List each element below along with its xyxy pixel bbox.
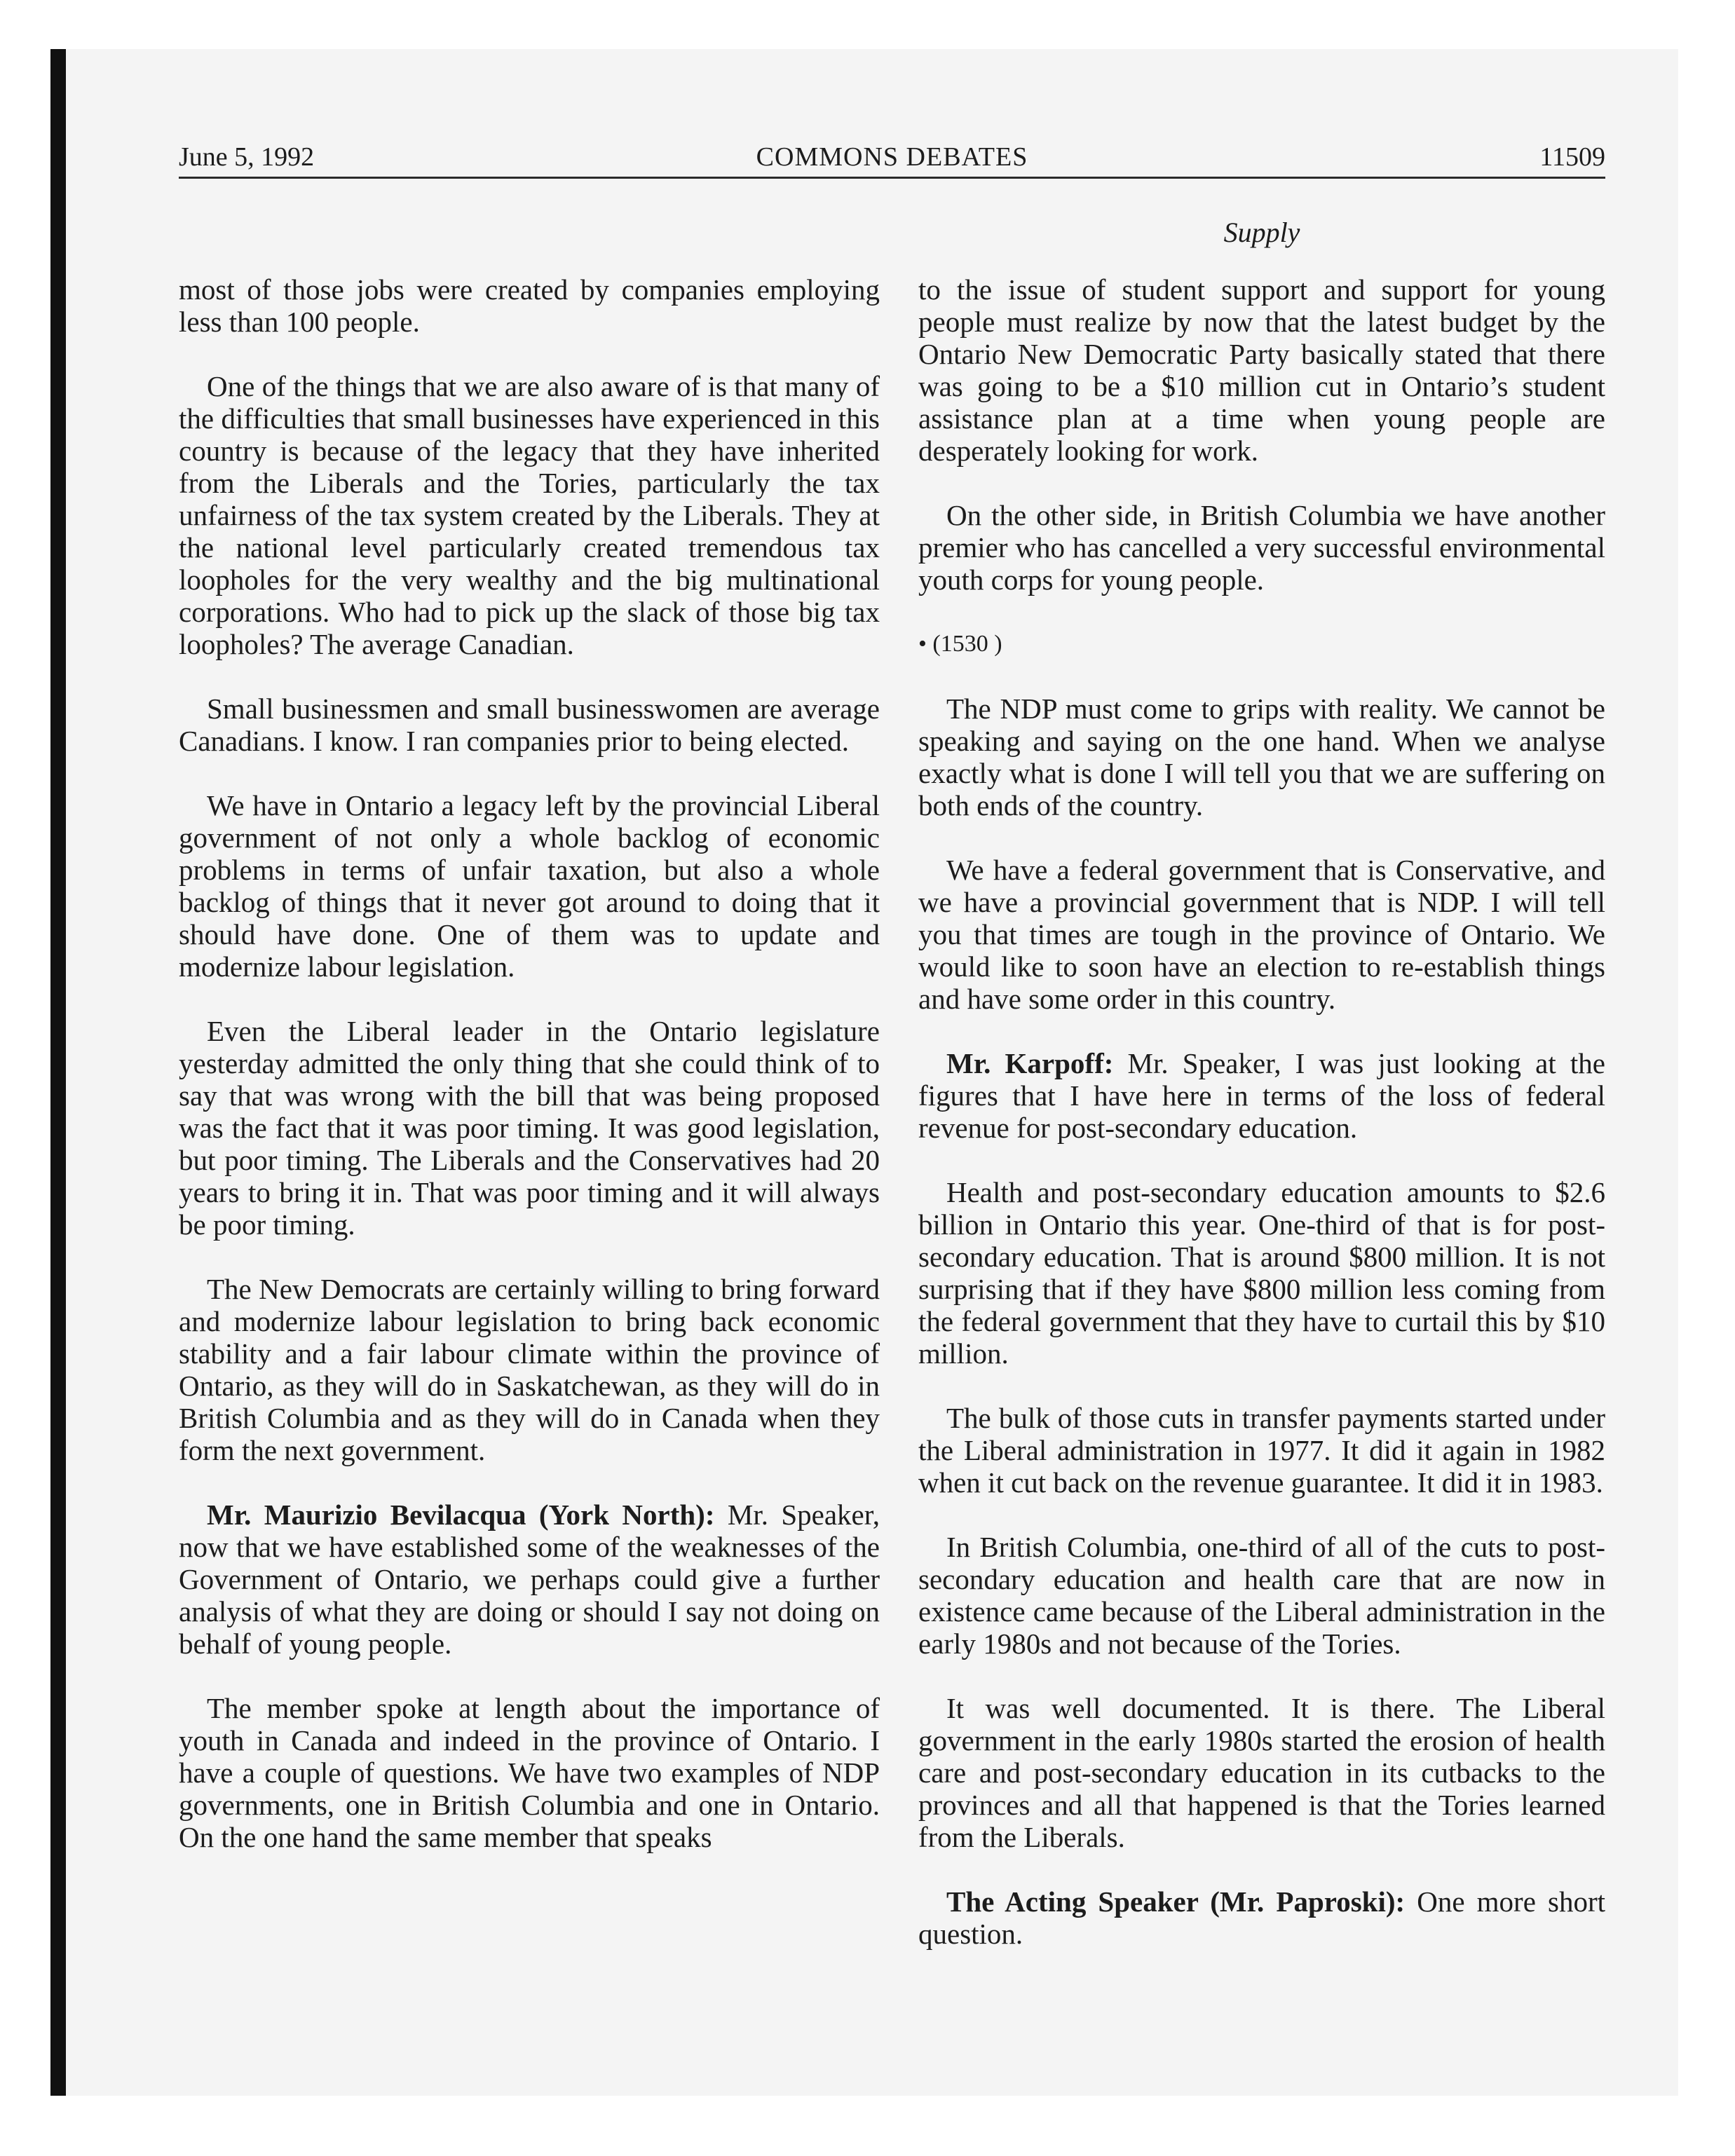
paragraph: to the issue of student support and support for young people must realize by now that the latest budget by the Ontario New Democratic Party basically stated that there was going to be a $10 million cut in Ontario’s student assistance plan at a time when young people are desperately looking for work. — [918, 273, 1605, 467]
paragraph: We have a federal government that is Conservative, and we have a provincial government that is NDP. I will tell you that times are tough in the province of Ontario. We would like to soon have an election to re-establish things and have some order in this country. — [918, 854, 1605, 1015]
paragraph: The Acting Speaker (Mr. Paproski): One more short question. — [918, 1885, 1605, 1950]
header-rule — [179, 177, 1605, 179]
scan-edge — [50, 49, 66, 2096]
paragraph: Mr. Maurizio Bevilacqua (York North): Mr. Speaker, now that we have established some of the weaknesses of the Government of Ontario, we perhaps could give a further analysis of what they are doing or should I say not doing on behalf of young people. — [179, 1499, 880, 1660]
paragraph: On the other side, in British Columbia we have another premier who has cancelled a very successful environmental youth corps for young people. — [918, 499, 1605, 596]
paragraph: The bulk of those cuts in transfer payments started under the Liberal administration in 1977. It did it again in 1982 when it cut back on the revenue guarantee. It did it in 1983. — [918, 1402, 1605, 1499]
paragraph: The member spoke at length about the importance of youth in Canada and indeed in the province of Ontario. I have a couple of questions. We have two examples of NDP governments, one in British Columbia and one in Ontario. On the one hand the same member that speaks — [179, 1692, 880, 1853]
speaker-name: The Acting Speaker (Mr. Paproski): — [946, 1885, 1406, 1918]
paragraph: We have in Ontario a legacy left by the provincial Liberal government of not only a whole backlog of economic problems in terms of unfair taxation, but also a whole backlog of things that it never got around to doing that it should have done. One of them was to update and modernize labour legislation. — [179, 789, 880, 983]
header-date: June 5, 1992 — [179, 142, 315, 172]
paragraph: It was well documented. It is there. The Liberal government in the early 1980s started the erosion of health care and post-secondary education in its cutbacks to the provinces and all that happened is that the Tories learned from the Liberals. — [918, 1692, 1605, 1853]
paragraph: Mr. Karpoff: Mr. Speaker, I was just looking at the figures that I have here in terms of the loss of federal revenue for post-secondary education. — [918, 1047, 1605, 1144]
time-marker: • (1530 ) — [918, 631, 1002, 657]
paragraph: Health and post-secondary education amounts to $2.6 billion in Ontario this year. One-third of that is for post-secondary education. That is around $800 million. It is not surprising that if they have $800 million less coming from the federal government that they have to curtail this by $10 million. — [918, 1176, 1605, 1370]
speaker-name: Mr. Karpoff: — [946, 1047, 1114, 1079]
paragraph: most of those jobs were created by companies employing less than 100 people. — [179, 273, 880, 338]
left-column — [179, 273, 880, 1885]
section-title: Supply — [1223, 217, 1300, 248]
paragraph: One of the things that we are also aware of is that many of the difficulties that small businesses have experienced in this country is because of the legacy that they have inherited from the Liberals and the Tories, particularly the tax unfairness of the tax system created by the Liberals. They at the national level particularly created tremendous tax loopholes for the very wealthy and the big multinational corporations. Who had to pick up the slack of those big tax loopholes? The average Canadian. — [179, 370, 880, 660]
header-title: COMMONS DEBATES — [756, 142, 1028, 172]
page-header — [179, 140, 1605, 175]
speaker-name: Mr. Maurizio Bevilacqua (York North): — [207, 1499, 715, 1531]
paragraph: Small businessmen and small businesswomen are average Canadians. I know. I ran companies prior to being elected. — [179, 692, 880, 757]
paragraph: Even the Liberal leader in the Ontario legislature yesterday admitted the only thing that she could think of to say that was wrong with the bill that was being proposed was the fact that it was poor timing. It was good legislation, but poor timing. The Liberals and the Conservatives had 20 years to bring it in. That was poor timing and it will always be poor timing. — [179, 1015, 880, 1241]
header-page-number: 11509 — [1539, 142, 1605, 172]
right-column — [918, 273, 1605, 1982]
paragraph: The New Democrats are certainly willing to bring forward and modernize labour legislation to bring back economic stability and a fair labour climate within the province of Ontario, as they will do in Saskatchewan, as they will do in British Columbia and as they will do in Canada when they form the next government. — [179, 1273, 880, 1466]
paragraph: The NDP must come to grips with reality. We cannot be speaking and saying on the one hand. When we analyse exactly what is done I will tell you that we are suffering on both ends of the country. — [918, 692, 1605, 821]
paragraph: In British Columbia, one-third of all of the cuts to post-secondary education and health care that are now in existence came because of the Liberal administration in the early 1980s and not because of the Tories. — [918, 1531, 1605, 1660]
